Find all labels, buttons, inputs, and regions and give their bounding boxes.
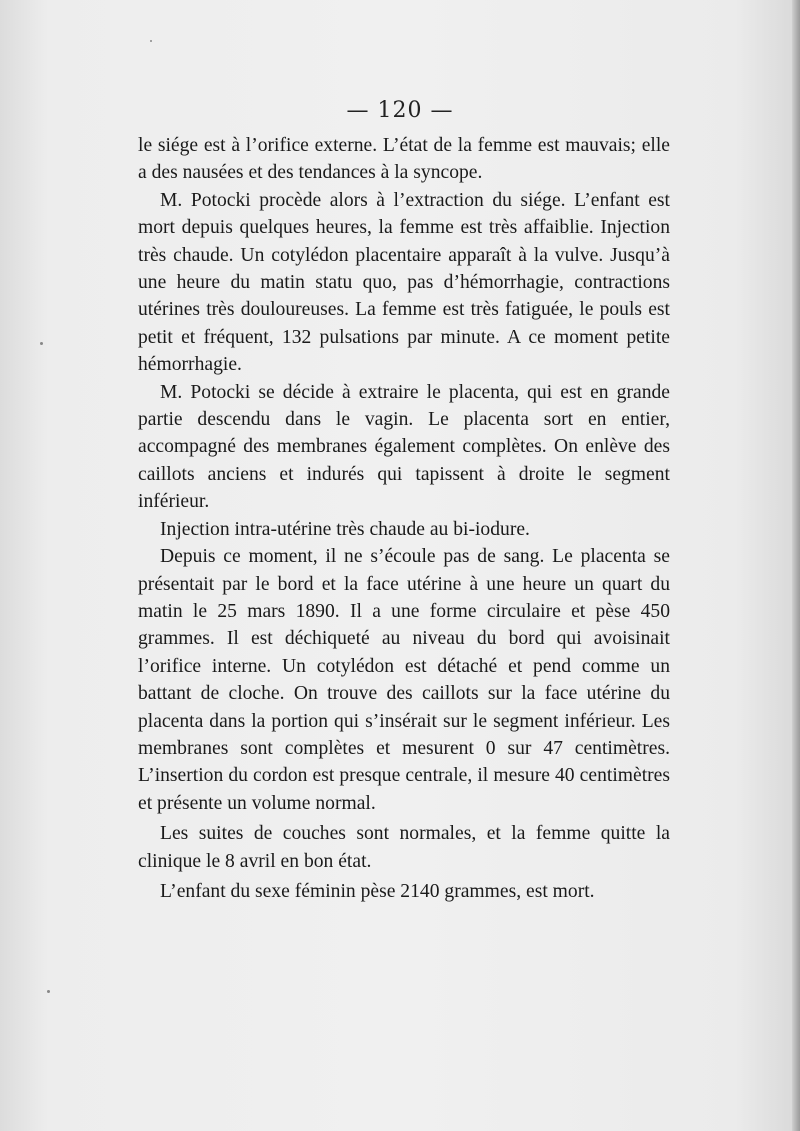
body-text [138, 132, 670, 905]
page-edge-shadow [792, 0, 800, 1131]
paper-speck [40, 342, 43, 345]
page-number: — 120 — [346, 98, 454, 123]
paragraph: Injection intra-utérine très chaude au bi-iodure. [160, 518, 530, 540]
paragraph: Depuis ce moment, il ne s’écoule pas de sang. Le placenta se présentait par le bord et la face utérine à une heure un quart du matin le 25 mars 1890. Il a une forme circulaire et pèse 450 grammes. Il est déchiqueté au niveau du bord qui avoisinait l’orifice interne. Un cotylédon est détaché et pend comme un battant de cloche. On trouve des caillots sur la face utérine du placenta dans la portion qui s’insérait sur le segment inférieur. Les membranes sont complètes et mesurent 0 sur 47 centimètres. L’insertion du cordon est presque centrale, il mesure 40 centimètres et présente un volume normal. [138, 546, 670, 814]
paper-speck [47, 990, 50, 993]
paragraph: L’enfant du sexe féminin pèse 2140 grammes, est mort. [160, 880, 595, 902]
paragraph: le siége est à l’orifice externe. L’état de la femme est mauvais; elle a des nausées et des tendances à la syncope. [138, 135, 670, 184]
paper-speck [150, 40, 152, 42]
paragraph: Les suites de couches sont normales, et la femme quitte la clinique le 8 avril en bon état. [138, 823, 670, 872]
paragraph: M. Potocki procède alors à l’extraction du siége. L’enfant est mort depuis quelques heures, la femme est très affaiblie. Injection très chaude. Un cotylédon placentaire apparaît à la vulve. Jusqu’à une heure du matin statu quo, pas d’hémorrhagie, contractions utérines très douloureuses. La femme est très fatiguée, le pouls est petit et fréquent, 132 pulsations par minute. A ce moment petite hémorrhagie. [138, 189, 670, 376]
paragraph: M. Potocki se décide à extraire le placenta, qui est en grande partie descendu dans le vagin. Le placenta sort en entier, accompagné des membranes également complètes. On enlève des caillots anciens et indurés qui tapissent à droite le segment inférieur. [138, 381, 670, 513]
